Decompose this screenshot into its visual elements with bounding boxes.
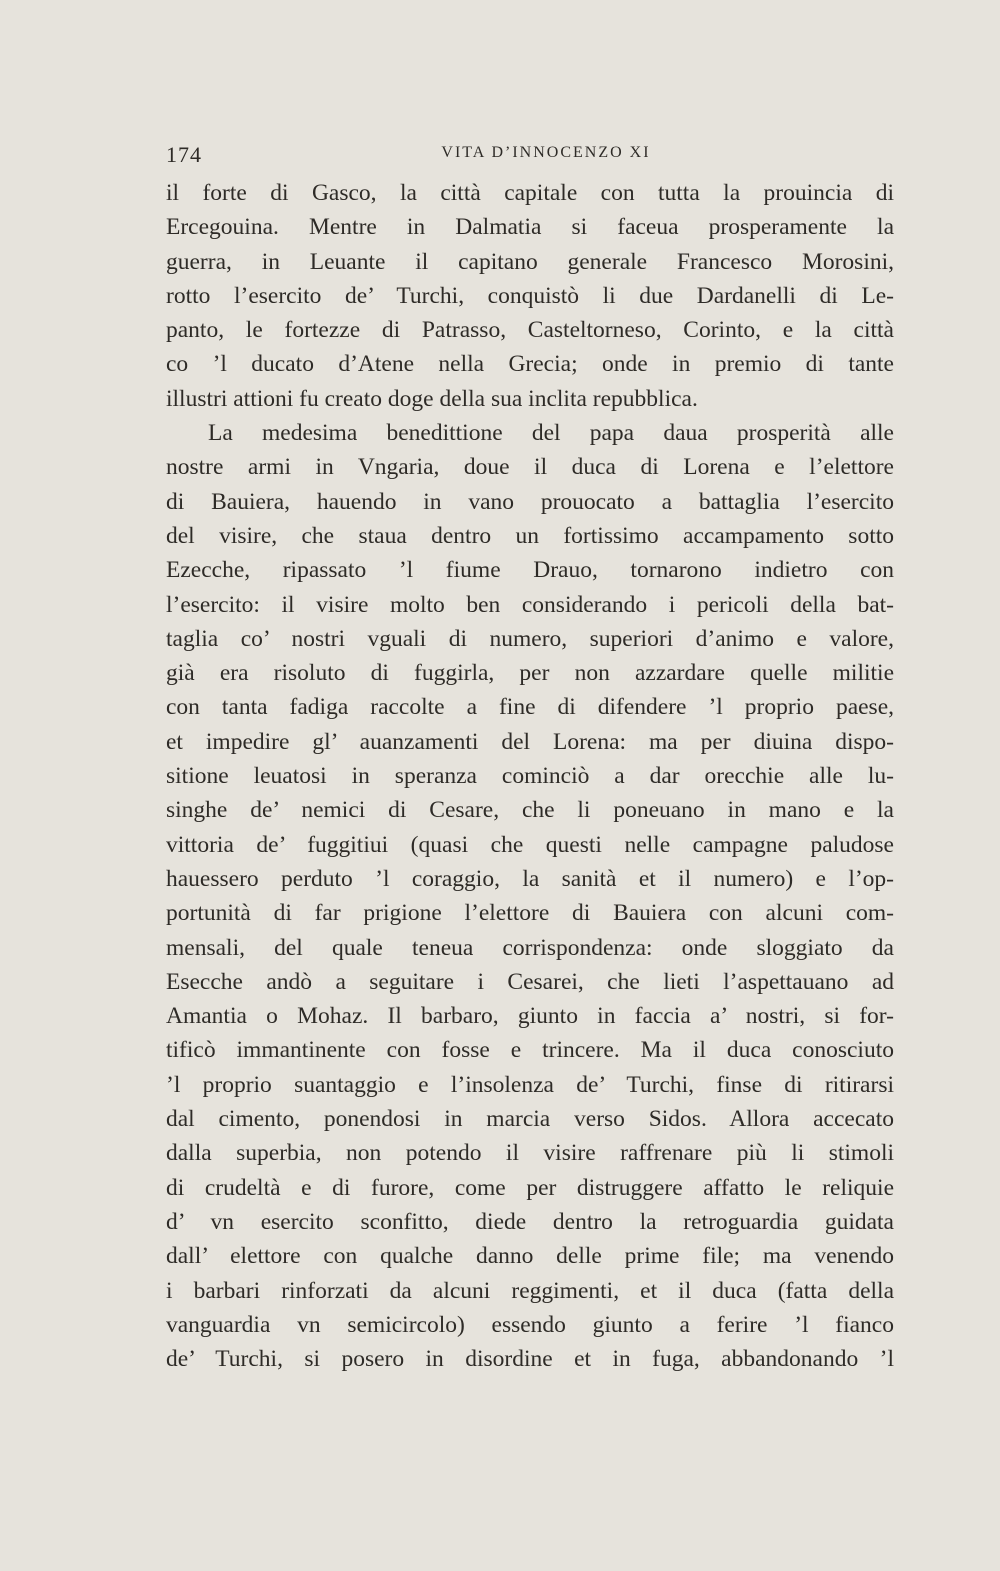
text-line: l’esercito: il visire molto ben considerando i pericoli della bat- (166, 591, 894, 618)
text-line: di crudeltà e di furore, come per distruggere affatto le reliquie (166, 1174, 894, 1201)
text-line: Esecche andò a seguitare i Cesarei, che lieti l’aspettauano ad (166, 968, 894, 995)
text-line: di Bauiera, hauendo in vano prouocato a battaglia l’esercito (166, 488, 894, 515)
text-line: et impedire gl’ auanzamenti del Lorena: ma per diuina dispo- (166, 728, 894, 755)
running-head: VITA D’INNOCENZO XI (441, 144, 651, 161)
text-line: sitione leuatosi in speranza cominciò a dar orecchie alle lu- (166, 763, 894, 790)
text-line: guerra, in Leuante il capitano generale Francesco Morosini, (166, 248, 894, 275)
text-line: ’l proprio suantaggio e l’insolenza de’ Turchi, finse di ritirarsi (166, 1071, 894, 1098)
text-line: co ’l ducato d’Atene nella Grecia; onde in premio di tante (166, 351, 894, 378)
text-line: Ercegouina. Mentre in Dalmatia si faceua prosperamente la (166, 214, 894, 241)
text-line: del visire, che staua dentro un fortissimo accampamento sotto (166, 522, 894, 549)
page-header (166, 142, 894, 172)
text-line: hauessero perduto ’l coraggio, la sanità et il numero) e l’op- (166, 865, 894, 892)
text-line: dalla superbia, non potendo il visire raffrenare più li stimoli (166, 1140, 894, 1167)
text-line: vanguardia vn semicircolo) essendo giunto a ferire ’l fianco (166, 1311, 894, 1338)
text-line: de’ Turchi, si posero in disordine et in fuga, abbandonando ’l (166, 1346, 894, 1373)
text-line: con tanta fadiga raccolte a fine di difendere ’l proprio paese, (166, 694, 894, 721)
text-line: già era risoluto di fuggirla, per non azzardare quelle militie (166, 660, 894, 687)
text-line: rotto l’esercito de’ Turchi, conquistò li due Dardanelli di Le- (166, 282, 894, 309)
text-line: illustri attioni fu creato doge della sua inclita repubblica. (166, 385, 698, 412)
text-line: Amantia o Mohaz. Il barbaro, giunto in faccia a’ nostri, si for- (166, 1003, 894, 1030)
text-line: i barbari rinforzati da alcuni reggimenti, et il duca (fatta della (166, 1277, 894, 1304)
text-line: taglia co’ nostri vguali di numero, superiori d’animo e valore, (166, 625, 894, 652)
text-line: vittoria de’ fuggitiui (quasi che questi nelle campagne paludose (166, 831, 894, 858)
text-line: panto, le fortezze di Patrasso, Casteltorneso, Corinto, e la città (166, 317, 894, 344)
text-line: d’ vn esercito sconfitto, diede dentro la retroguardia guidata (166, 1208, 894, 1235)
text-line: singhe de’ nemici di Cesare, che li poneuano in mano e la (166, 797, 894, 824)
page-number: 174 (166, 142, 202, 167)
text-line: nostre armi in Vngaria, doue il duca di Lorena e l’elettore (166, 454, 894, 481)
text-line: tificò immantinente con fosse e trincere. Ma il duca conosciuto (166, 1037, 894, 1064)
text-line: portunità di far prigione l’elettore di Bauiera con alcuni com- (166, 900, 894, 927)
text-line: dal cimento, ponendosi in marcia verso Sidos. Allora accecato (166, 1106, 894, 1133)
text-line: dall’ elettore con qualche danno delle prime file; ma venendo (166, 1243, 894, 1270)
text-line: Ezecche, ripassato ’l fiume Drauo, tornarono indietro con (166, 557, 894, 584)
text-line: mensali, del quale teneua corrispondenza: onde sloggiato da (166, 934, 894, 961)
text-line: il forte di Gasco, la città capitale con tutta la prouincia di (166, 180, 894, 206)
text-line: La medesima benedittione del papa daua prosperità alle (208, 420, 894, 447)
body-text (166, 176, 894, 1376)
